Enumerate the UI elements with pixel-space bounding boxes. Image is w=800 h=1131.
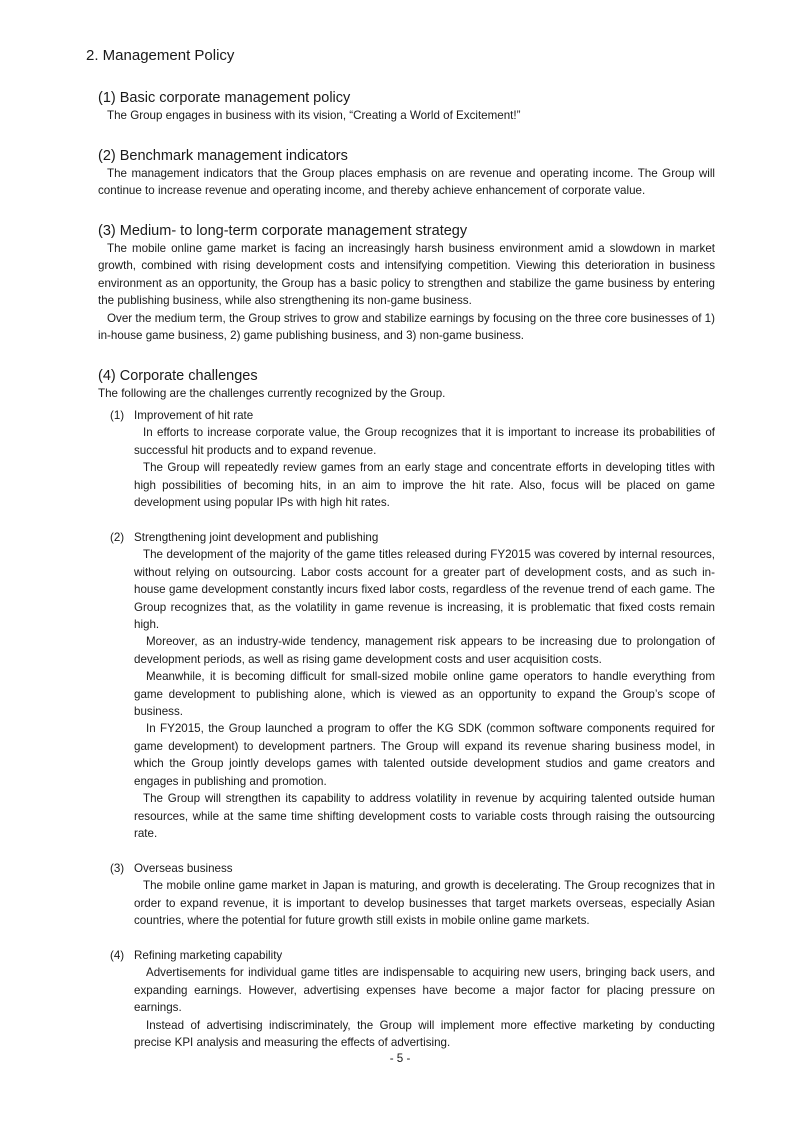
paragraph: The Group will strengthen its capability to address volatility in revenue by acquiring talented outside human resources, while at the same time shifting development costs to variable costs through raising the outsourcing rate. <box>134 792 715 840</box>
challenge-label: Refining marketing capability <box>134 949 283 962</box>
section-title: (2) Benchmark management indicators <box>98 148 348 164</box>
section-title: (4) Corporate challenges <box>98 368 258 384</box>
paragraph: Advertisements for individual game titles are indispensable to acquiring new users, bringing back users, and expanding earnings. However, advertising expenses have become a major factor for placing pressure on earnings. <box>134 966 715 1015</box>
paragraph: In efforts to increase corporate value, the Group recognizes that it is important to increase its probabilities of successful hit products and to expand revenue. <box>134 426 715 457</box>
challenge-overseas-business <box>110 860 715 930</box>
paragraph: The mobile online game market is facing an increasingly harsh business environment amid a slowdown in market growth, combined with rising development costs and intensifying competition. Viewing this deterioration in business environment as an opportunity, the Group has a basic policy to strengthen and stabilize the game business by entering the publishing business, while also strengthening its non-game business. <box>98 242 715 308</box>
paragraph: Meanwhile, it is becoming difficult for small-sized mobile online game operators to handle everything from game development to publishing alone, which is viewed as an opportunity to expand the Group’s scope of business. <box>134 670 715 719</box>
paragraph: The development of the majority of the game titles released during FY2015 was covered by internal resources, without relying on outsourcing. Labor costs account for a greater part of development costs, and as such in-house game development constantly incurs fixed labor costs, regardless of the revenue trend of each game. The Group recognizes that, as the volatility in game revenue is increasing, it is problematic that fixed costs remain high. <box>134 548 715 632</box>
challenge-number: (4) <box>110 949 125 962</box>
challenge-number: (1) <box>110 409 125 422</box>
section-title: (1) Basic corporate management policy <box>98 90 351 106</box>
challenge-title <box>110 860 715 877</box>
paragraph: The Group will repeatedly review games from an early stage and concentrate efforts in developing titles with high possibilities of becoming hits, in an aim to improve the hit rate. Also, focus will be placed on game development using popular IPs with high hit rates. <box>134 461 715 510</box>
challenge-title <box>110 947 715 964</box>
challenge-label: Improvement of hit rate <box>134 409 254 422</box>
challenge-label: Overseas business <box>134 862 233 875</box>
paragraph: The mobile online game market in Japan is maturing, and growth is decelerating. The Group recognizes that in order to expand revenue, it is important to develop businesses that target markets overseas, especially Asian countries, where the potential for future growth still exists in mobile online game markets. <box>134 879 715 928</box>
paragraph: Over the medium term, the Group strives to grow and stabilize earnings by focusing on the three core businesses of 1) in-house game business, 2) game publishing business, and 3) non-game business. <box>98 311 715 343</box>
challenge-number: (2) <box>110 531 125 544</box>
section-benchmark-indicators <box>98 147 715 200</box>
page-number: - 5 - <box>389 1052 411 1065</box>
section-heading: 2. Management Policy <box>86 47 235 64</box>
section-title: (3) Medium- to long-term corporate management strategy <box>98 223 468 239</box>
challenge-hit-rate <box>110 407 715 511</box>
challenge-number: (3) <box>110 862 125 875</box>
paragraph: In FY2015, the Group launched a program to offer the KG SDK (common software components required for game development) to development partners. The Group will expand its revenue sharing business model, in which the Group jointly develops games with talented outside development studios and game creators and engages in publishing and promotion. <box>134 722 715 788</box>
section-corporate-challenges <box>98 367 715 402</box>
challenge-label: Strengthening joint development and publishing <box>134 531 379 544</box>
challenge-title <box>110 407 715 424</box>
paragraph: Moreover, as an industry-wide tendency, management risk appears to be increasing due to prolongation of development periods, as well as rising game development costs and user acquisition costs. <box>134 635 715 666</box>
challenge-title <box>110 529 715 546</box>
section-medium-long-term-strategy <box>98 222 715 344</box>
section-basic-policy <box>98 89 715 124</box>
challenge-marketing-capability <box>110 947 715 1051</box>
paragraph: The Group engages in business with its vision, “Creating a World of Excitement!” <box>107 109 521 122</box>
paragraph: Instead of advertising indiscriminately, the Group will implement more effective marketing by conducting precise KPI analysis and measuring the effects of advertising. <box>134 1018 715 1050</box>
paragraph: The management indicators that the Group places emphasis on are revenue and operating income. The Group will continue to increase revenue and operating income, and thereby achieve enhancement of corporate value. <box>98 167 715 198</box>
paragraph: The following are the challenges currently recognized by the Group. <box>98 387 446 400</box>
challenge-joint-development <box>110 529 715 842</box>
